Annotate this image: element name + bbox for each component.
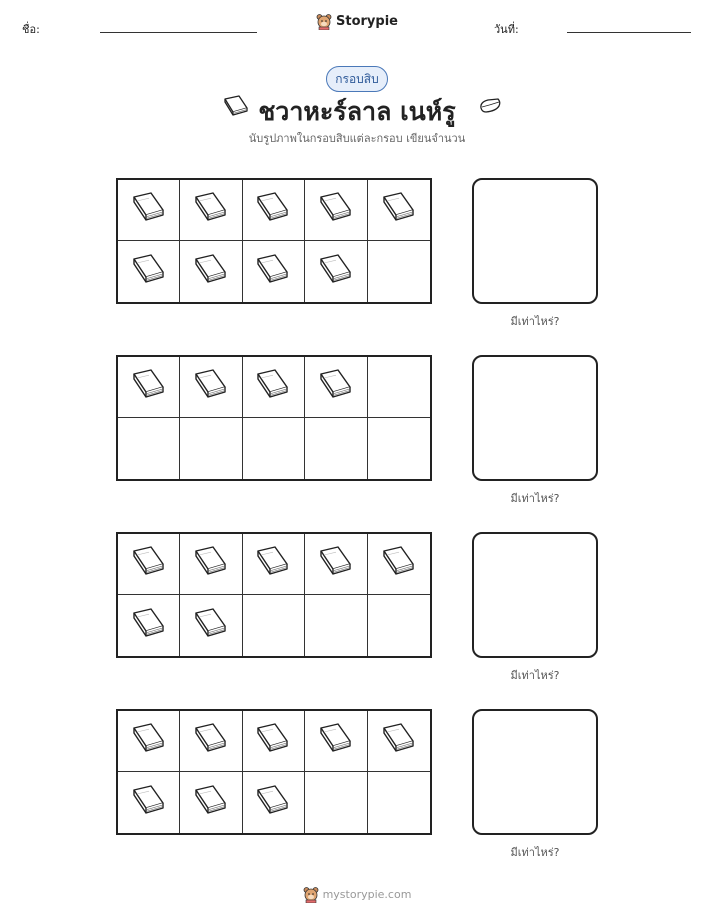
book-icon [316, 719, 356, 763]
frame-cell [368, 772, 430, 833]
frame-cell [243, 534, 305, 595]
page-title: ชวาหะร์ลาล เนห์รู [258, 97, 456, 126]
frame-cell [305, 180, 367, 241]
book-icon [316, 365, 356, 409]
frame-cell [243, 241, 305, 302]
frame-cell [180, 711, 242, 772]
question-label: มีเท่าไหร่? [510, 846, 560, 859]
frame-cell [305, 241, 367, 302]
frame-cell [243, 772, 305, 833]
book-icon [191, 188, 231, 232]
date-line[interactable] [567, 32, 691, 33]
frame-cell [368, 241, 430, 302]
frame-cell [305, 595, 367, 656]
ten-frame [116, 532, 432, 658]
frame-cell [243, 357, 305, 418]
frame-cell [305, 711, 367, 772]
book-icon [316, 542, 356, 586]
frame-cell [180, 595, 242, 656]
frame-cell [368, 595, 430, 656]
book-icon [129, 542, 169, 586]
book-icon [129, 604, 169, 648]
frame-cell [243, 180, 305, 241]
book-icon [129, 250, 169, 294]
ten-frame [116, 709, 432, 835]
frame-cell [118, 772, 180, 833]
frame-cell [243, 418, 305, 479]
frame-cell [118, 241, 180, 302]
frame-cell [243, 711, 305, 772]
book-icon [253, 719, 293, 763]
book-icon [191, 604, 231, 648]
book-icon [253, 250, 293, 294]
frame-cell [118, 357, 180, 418]
ten-frame [116, 178, 432, 304]
bear-mascot-icon [303, 886, 319, 903]
book-icon [379, 719, 419, 763]
eraser-icon [478, 96, 502, 116]
book-icon [253, 188, 293, 232]
footer-url: mystorypie.com [322, 888, 412, 901]
frame-cell [305, 534, 367, 595]
book-icon [191, 542, 231, 586]
question-label: มีเท่าไหร่? [510, 315, 560, 328]
brand-name: Storypie [336, 14, 398, 29]
frame-cell [118, 595, 180, 656]
frame-cell [180, 241, 242, 302]
book-icon [129, 781, 169, 825]
book-icon [191, 250, 231, 294]
bear-mascot-icon [316, 13, 332, 30]
book-icon [379, 542, 419, 586]
book-icon [191, 781, 231, 825]
frame-cell [368, 418, 430, 479]
book-icon [379, 188, 419, 232]
frame-cell [243, 595, 305, 656]
name-label: ชื่อ: [22, 23, 40, 36]
frame-cell [180, 418, 242, 479]
frame-cell [118, 711, 180, 772]
name-line[interactable] [100, 32, 257, 33]
answer-box[interactable] [472, 178, 598, 304]
date-label: วันที่: [494, 23, 519, 36]
frame-cell [368, 711, 430, 772]
book-icon [129, 365, 169, 409]
book-icon [191, 719, 231, 763]
question-label: มีเท่าไหร่? [510, 492, 560, 505]
frame-cell [180, 534, 242, 595]
book-icon [191, 365, 231, 409]
topic-badge: กรอบสิบ [326, 66, 388, 92]
answer-box[interactable] [472, 532, 598, 658]
frame-cell [118, 534, 180, 595]
frame-cell [368, 534, 430, 595]
frame-cell [118, 180, 180, 241]
frame-cell [305, 418, 367, 479]
ten-frame [116, 355, 432, 481]
answer-box[interactable] [472, 355, 598, 481]
frame-cell [368, 180, 430, 241]
book-icon [129, 188, 169, 232]
brand-logo [0, 13, 714, 30]
book-icon [316, 250, 356, 294]
answer-box[interactable] [472, 709, 598, 835]
frame-cell [368, 357, 430, 418]
book-icon [316, 188, 356, 232]
instructions: นับรูปภาพในกรอบสิบแต่ละกรอบ เขียนจำนวน [248, 132, 466, 145]
frame-cell [180, 357, 242, 418]
frame-cell [305, 772, 367, 833]
book-icon [253, 781, 293, 825]
question-label: มีเท่าไหร่? [510, 669, 560, 682]
book-icon [253, 365, 293, 409]
frame-cell [180, 180, 242, 241]
frame-cell [305, 357, 367, 418]
footer [0, 886, 714, 903]
frame-cell [180, 772, 242, 833]
book-icon [253, 542, 293, 586]
book-icon [129, 719, 169, 763]
frame-cell [118, 418, 180, 479]
